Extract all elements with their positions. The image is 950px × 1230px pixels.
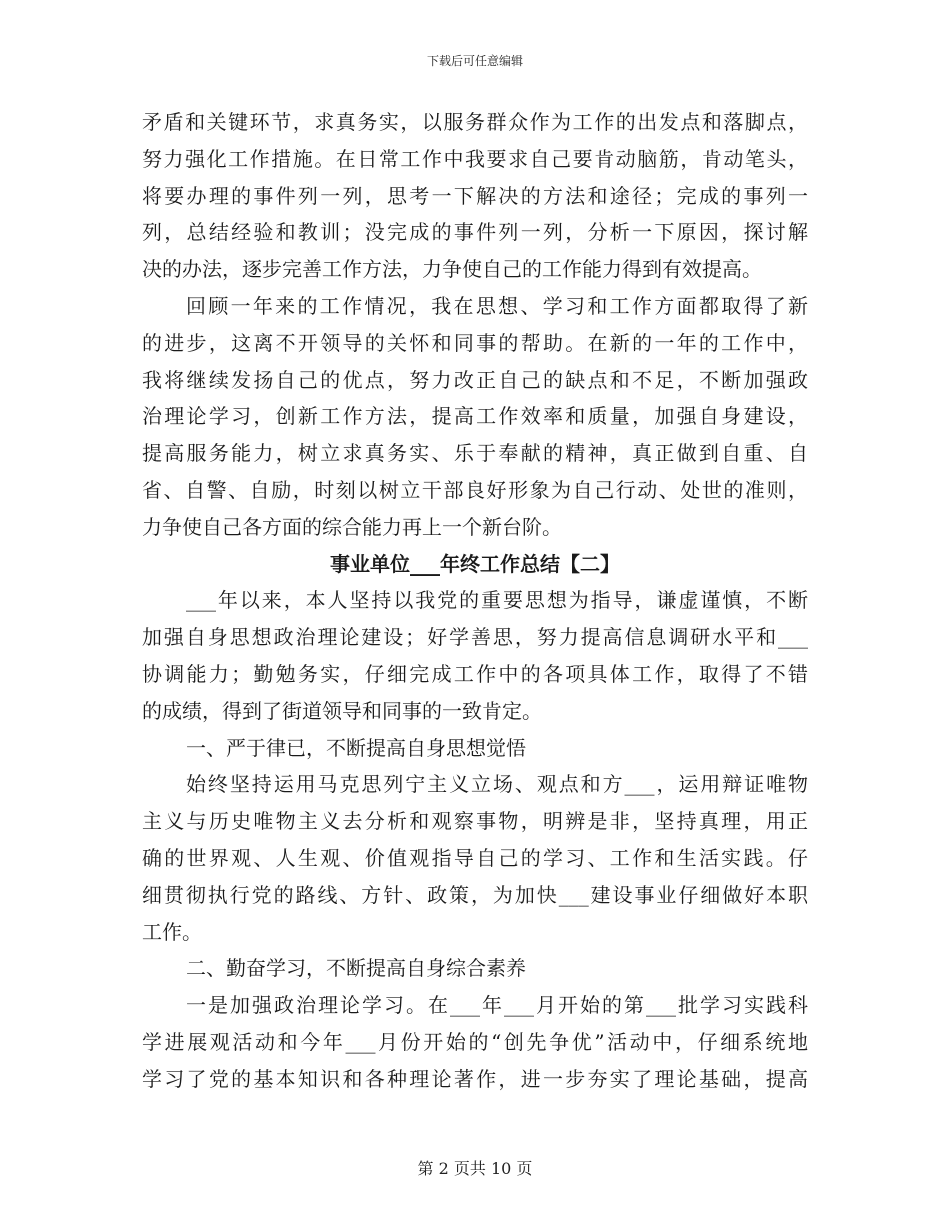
- text-line: 决的办法，逐步完善工作方法，力争使自己的工作能力得到有效提高。: [142, 257, 762, 282]
- section-heading: 事业单位___年终工作总结【二】: [330, 551, 620, 576]
- text-line: 我将继续发扬自己的优点，努力改正自己的缺点和不足，不断加强政: [142, 367, 808, 392]
- text-line: 主义与历史唯物主义去分析和观察事物，明辨是非，坚持真理，用正: [142, 809, 808, 834]
- text-line: ___年以来，本人坚持以我党的重要思想为指导，谦虚谨慎，不断: [186, 588, 808, 613]
- text-line: 列，总结经验和教训；没完成的事件列一列，分析一下原因，探讨解: [142, 220, 808, 245]
- text-line: 协调能力；勤勉务实，仔细完成工作中的各项具体工作，取得了不错: [142, 661, 808, 686]
- text-line: 学进展观活动和今年___月份开始的“创先争优”活动中，仔细系统地: [142, 1029, 808, 1054]
- text-line: 一是加强政治理论学习。在___年___月开始的第___批学习实践科: [186, 993, 808, 1018]
- text-line: 学习了党的基本知识和各种理论著作，进一步夯实了理论基础，提高: [142, 1066, 808, 1091]
- text-line: 细贯彻执行党的路线、方针、政策，为加快___建设事业仔细做好本职: [142, 882, 808, 907]
- text-line: 的进步，这离不开领导的关怀和同事的帮助。在新的一年的工作中，: [142, 330, 808, 355]
- text-line: 回顾一年来的工作情况，我在思想、学习和工作方面都取得了新: [186, 293, 808, 318]
- text-line: 二、勤奋学习，不断提高自身综合素养: [186, 956, 526, 981]
- text-line: 矛盾和关键环节，求真务实，以服务群众作为工作的出发点和落脚点，: [142, 110, 808, 134]
- document-body: [142, 104, 808, 1098]
- text-line: 一、严于律已，不断提高自身思想觉悟: [186, 735, 526, 760]
- page-footer: 第 2 页共 10 页: [417, 1159, 533, 1178]
- text-line: 将要办理的事件列一列，思考一下解决的方法和途径；完成的事列一: [142, 183, 808, 208]
- text-line: 工作。: [142, 919, 202, 944]
- text-line: 力争使自己各方面的综合能力再上一个新台阶。: [142, 514, 562, 539]
- text-line: 提高服务能力，树立求真务实、乐于奉献的精神，真正做到自重、自: [142, 441, 808, 466]
- text-line: 努力强化工作措施。在日常工作中我要求自己要肯动脑筋，肯动笔头，: [142, 146, 808, 171]
- text-line: 确的世界观、人生观、价值观指导自己的学习、工作和生活实践。仔: [142, 845, 808, 870]
- text-line: 加强自身思想政治理论建设；好学善思，努力提高信息调研水平和___: [142, 625, 808, 650]
- text-line: 治理论学习，创新工作方法，提高工作效率和质量，加强自身建设，: [142, 404, 808, 429]
- text-line: 省、自警、自励，时刻以树立干部良好形象为自己行动、处世的准则，: [142, 477, 808, 502]
- page-header: 下载后可任意编辑: [426, 54, 523, 68]
- text-line: 始终坚持运用马克思列宁主义立场、观点和方___，运用辩证唯物: [186, 772, 808, 797]
- text-line: 的成绩，得到了街道领导和同事的一致肯定。: [142, 698, 542, 723]
